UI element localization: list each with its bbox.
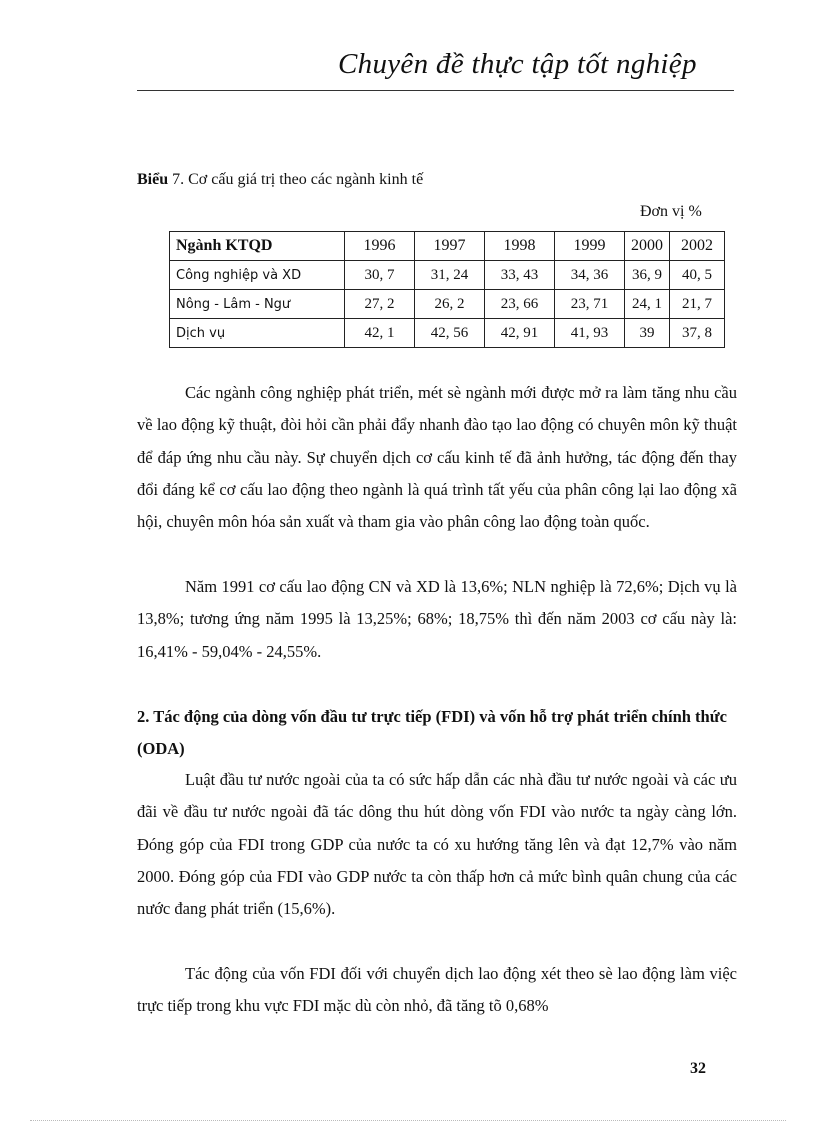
page-number: 32 bbox=[690, 1060, 706, 1077]
page-bottom-rule bbox=[30, 1120, 786, 1121]
table-header-cell: 1999 bbox=[555, 232, 625, 261]
body-paragraph: Các ngành công nghiệp phát triển, mét sè ngành mới được mở ra làm tăng nhu cầu về lao động kỹ thuật, đòi hỏi cần phải đẩy nhanh đào tạo lao động có chuyên môn kỹ thuật để đáp ứng nhu cầu này. Sự chuyển dịch cơ cấu kinh tế đã ảnh hưởng, tác động đến thay đổi đáng kể cơ cấu lao động theo ngành là quá trình tất yếu của phân công lại lao động xã hội, chuyên môn hóa sản xuất và tham gia vào phân công lao động toàn quốc. bbox=[137, 383, 737, 532]
table-header-cell: 1997 bbox=[415, 232, 485, 261]
table-cell: 21, 7 bbox=[670, 290, 725, 319]
table-cell: Công nghiệp và XD bbox=[170, 261, 345, 290]
table-cell: 24, 1 bbox=[625, 290, 670, 319]
table-cell: 26, 2 bbox=[415, 290, 485, 319]
table-cell: 40, 5 bbox=[670, 261, 725, 290]
table-caption-text: 7. Cơ cấu giá trị theo các ngành kinh tế bbox=[168, 171, 424, 188]
body-paragraph: Năm 1991 cơ cấu lao động CN và XD là 13,6%; NLN nghiệp là 72,6%; Dịch vụ là 13,8%; tương ứng năm 1995 là 13,25%; 68%; 18,75% thì đến năm 2003 cơ cấu này là: 16,41% - 59,04% - 24,55%. bbox=[137, 577, 737, 661]
table-cell: 34, 36 bbox=[555, 261, 625, 290]
table-cell: 42, 56 bbox=[415, 319, 485, 348]
table-cell: 42, 91 bbox=[485, 319, 555, 348]
table-cell: 41, 93 bbox=[555, 319, 625, 348]
body-paragraph: Tác động của vốn FDI đối với chuyển dịch lao động xét theo sè lao động làm việc trực tiếp trong khu vực FDI mặc dù còn nhỏ, đã tăng tõ 0,68% bbox=[137, 964, 737, 1016]
table-unit: Đơn vị % bbox=[640, 203, 702, 220]
body-paragraph: Luật đầu tư nước ngoài của ta có sức hấp dẫn các nhà đầu tư nước ngoài và các ưu đãi về đầu tư nước ngoài đã tác dông thu hút dòng vốn FDI vào nước ta ngày càng lớn. Đóng góp của FDI trong GDP của nước ta có xu hướng tăng lên và đạt 12,7% vào năm 2000. Đóng góp của FDI vào GDP nước ta còn thấp hơn cả mức bình quân chung của các nước đang phát triển (15,6%). bbox=[137, 770, 737, 919]
table-row bbox=[170, 290, 725, 319]
table-cell: 42, 1 bbox=[345, 319, 415, 348]
section-heading: 2. Tác động của dòng vốn đầu tư trực tiếp (FDI) và vốn hỗ trợ phát triển chính thức (ODA) bbox=[137, 707, 727, 758]
running-header-title: Chuyên đề thực tập tốt nghiệp bbox=[338, 48, 697, 80]
table-cell: 23, 66 bbox=[485, 290, 555, 319]
table-cell: 39 bbox=[625, 319, 670, 348]
table-header-cell: 1998 bbox=[485, 232, 555, 261]
economic-structure-table bbox=[169, 231, 725, 348]
table-cell: Dịch vụ bbox=[170, 319, 345, 348]
table-cell: 27, 2 bbox=[345, 290, 415, 319]
table-cell: 30, 7 bbox=[345, 261, 415, 290]
table-cell: 37, 8 bbox=[670, 319, 725, 348]
table-header-cell: 2000 bbox=[625, 232, 670, 261]
table-cell: 36, 9 bbox=[625, 261, 670, 290]
table-header-cell: Ngành KTQD bbox=[170, 232, 345, 261]
table-cell: 23, 71 bbox=[555, 290, 625, 319]
table-cell: 33, 43 bbox=[485, 261, 555, 290]
table-header-cell: 2002 bbox=[670, 232, 725, 261]
header-rule bbox=[137, 90, 734, 91]
table-header-cell: 1996 bbox=[345, 232, 415, 261]
table-row bbox=[170, 261, 725, 290]
table-caption bbox=[137, 171, 423, 189]
table-row bbox=[170, 319, 725, 348]
table-caption-label: Biểu bbox=[137, 171, 169, 188]
table-header-row bbox=[170, 232, 725, 261]
table-cell: 31, 24 bbox=[415, 261, 485, 290]
table-cell: Nông - Lâm - Ngư bbox=[170, 290, 345, 319]
